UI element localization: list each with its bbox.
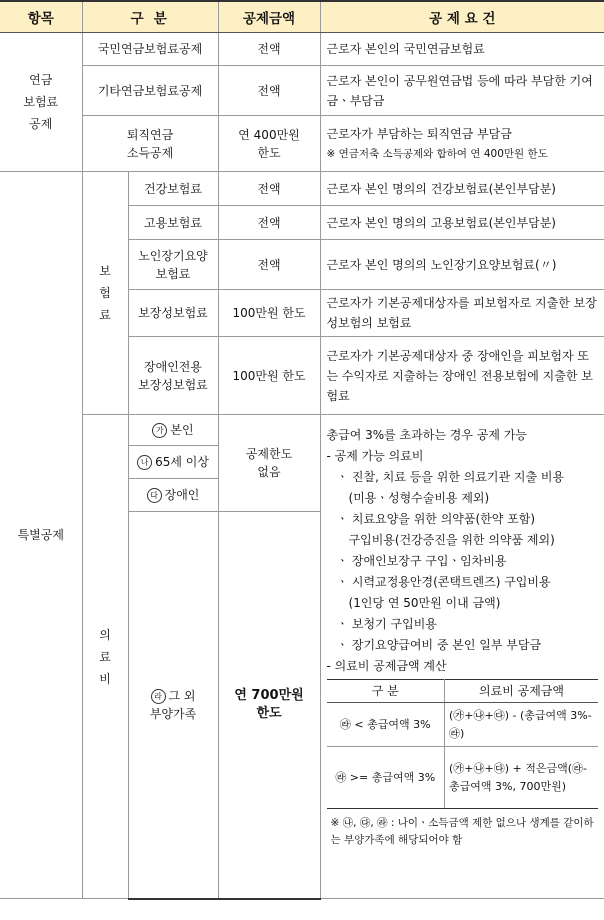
category-cell: 보장성보험료: [128, 290, 218, 337]
circle-mark-icon: 가: [152, 423, 167, 438]
table-row: [0, 415, 604, 446]
header-item: 항목: [0, 1, 82, 33]
list-item: ㆍ 진찰, 치료 등을 위한 의료기관 지출 비용: [336, 470, 565, 484]
category-cell: 건강보험료: [128, 172, 218, 206]
circle-mark-icon: 라: [151, 689, 166, 704]
amount-cell: 공제한도 없음: [218, 415, 320, 512]
medical-group: 가 본인: [128, 415, 218, 446]
list-item: ㆍ 장기요양급여비 중 본인 일부 부담금: [336, 638, 542, 652]
amount-cell: 전액: [218, 66, 320, 116]
table-row: [0, 172, 604, 206]
requirement-note: ※ 연금저축 소득공제와 합하여 연 400만원 한도: [326, 147, 548, 160]
list-item: ㆍ 치료요양을 위한 의약품(한약 포함): [336, 512, 536, 526]
table-row: [0, 116, 604, 172]
requirement-cell: 근로자가 기본공제대상자를 피보험자로 지출한 보장성보험의 보험료: [320, 290, 604, 337]
calc-header: 의료비 공제금액: [445, 680, 599, 703]
medical-group-other: 라 그 외 부양가족: [128, 512, 218, 899]
circle-mark-icon: 다: [147, 488, 162, 503]
requirement-cell: 근로자 본인 명의의 고용보험료(본인부담분): [320, 206, 604, 240]
medical-note: ※ ㉯, ㉰, ㉱ : 나이ㆍ소득금액 제한 없으나 생계를 같이하는 부양가족에 해당되어야 함: [330, 817, 594, 846]
requirement-cell: 근로자가 기본공제대상자 중 장애인을 피보험자 또는 수익자로 지출하는 장애인 전용보험에 지출한 보험료: [320, 337, 604, 415]
medical-group: 다 장애인: [128, 479, 218, 512]
medical-requirement: [320, 415, 604, 899]
medical-intro: 총급여 3%를 초과하는 경우 공제 가능: [326, 428, 527, 442]
amount-cell: 전액: [218, 33, 320, 66]
subsection-medical: 의 료 비: [82, 415, 128, 899]
header-amount: 공제금액: [218, 1, 320, 33]
circle-mark-icon: 나: [137, 455, 152, 470]
category-cell: 고용보험료: [128, 206, 218, 240]
subsection-insurance: 보 험 료: [82, 172, 128, 415]
table-row: [0, 66, 604, 116]
requirement-text: 근로자가 부담하는 퇴직연금 부담금: [326, 126, 512, 141]
amount-cell: 100만원 한도: [218, 290, 320, 337]
section-special: 특별공제: [0, 172, 82, 899]
requirement-cell: [320, 116, 604, 172]
requirement-cell: 근로자 본인 명의의 노인장기요양보험료(〃): [320, 240, 604, 290]
header-category: 구 분: [82, 1, 218, 33]
calc-table: [327, 679, 599, 809]
category-cell: 기타연금보험료공제: [82, 66, 218, 116]
category-cell: 장애인전용 보장성보험료: [128, 337, 218, 415]
category-cell: 국민연금보험료공제: [82, 33, 218, 66]
list-item: 구입비용(건강증진을 위한 의약품 제외): [348, 533, 555, 547]
list-item: ㆍ 보청기 구입비용: [336, 617, 437, 631]
requirement-cell: 근로자 본인이 공무원연금법 등에 따라 부담한 기여금ㆍ부담금: [320, 66, 604, 116]
header-row: [0, 1, 604, 33]
amount-cell: 전액: [218, 206, 320, 240]
section-pension: 연금 보험료 공제: [0, 33, 82, 172]
calc-cond: ㉱ < 총급여액 3%: [327, 703, 445, 747]
amount-cell: 전액: [218, 172, 320, 206]
calc-formula: (㉮+㉯+㉰) - (총급여액 3%-㉱): [445, 703, 599, 747]
category-cell: 퇴직연금 소득공제: [82, 116, 218, 172]
list-item: (미용ㆍ성형수술비용 제외): [348, 491, 490, 505]
medical-list-title: - 공제 가능 의료비: [326, 449, 424, 463]
medical-group: 나 65세 이상: [128, 446, 218, 479]
calc-cond: ㉱ >= 총급여액 3%: [327, 747, 445, 809]
calc-formula: (㉮+㉯+㉰) + 적은금액(㉱-총급여액 3%, 700만원): [445, 747, 599, 809]
amount-cell: 연 400만원 한도: [218, 116, 320, 172]
list-item: (1인당 연 50만원 이내 금액): [348, 596, 501, 610]
amount-cell: 전액: [218, 240, 320, 290]
requirement-cell: 근로자 본인의 국민연금보험료: [320, 33, 604, 66]
table-row: [0, 33, 604, 66]
category-cell: 노인장기요양 보험료: [128, 240, 218, 290]
medical-calc-title: - 의료비 공제금액 계산: [326, 659, 447, 673]
list-item: ㆍ 시력교정용안경(콘택트렌즈) 구입비용: [336, 575, 551, 589]
header-requirement: 공 제 요 건: [320, 1, 604, 33]
list-item: ㆍ 장애인보장구 구입ㆍ임차비용: [336, 554, 507, 568]
amount-cell: 100만원 한도: [218, 337, 320, 415]
amount-cell: 연 700만원 한도: [218, 512, 320, 899]
requirement-cell: 근로자 본인 명의의 건강보험료(본인부담분): [320, 172, 604, 206]
calc-header: 구 분: [327, 680, 445, 703]
